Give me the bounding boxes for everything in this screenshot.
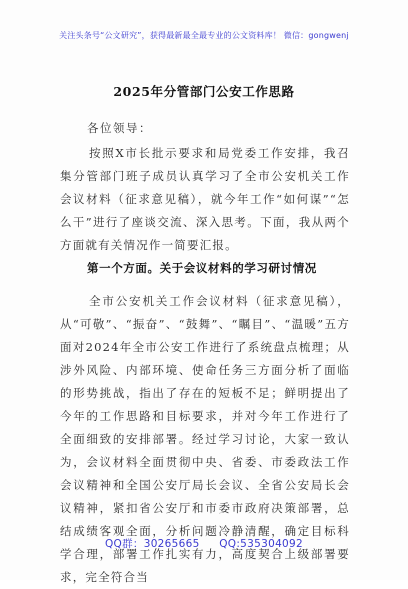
section-heading: 第一个方面。关于会议材料的学习研讨情况 xyxy=(87,261,317,275)
header-banner: 关注头条号“公文研究”，获得最新最全最专业的公文资料库！ 微信：gongwenj xyxy=(59,31,349,40)
footer-contact xyxy=(0,536,408,551)
intro-paragraph: 按照X市长批示要求和局党委工作安排，我召集分管部门班子成员认真学习了全市公安机关工作会议材料（征求意见稿），就今年工作“如何谋”“怎么干”进行了座谈交流、深入思考。下面，我从两个方面就有关情况作一简要汇报。 xyxy=(60,146,350,252)
salutation: 各位领导： xyxy=(87,121,152,135)
document-title: 2025年分管部门公安工作思路 xyxy=(113,84,295,99)
qq-number-text: QQ:535304092 xyxy=(219,538,303,550)
section-paragraph: 全市公安机关工作会议材料（征求意见稿），从“可敬”、“振奋”、“鼓舞”、“瞩目”、“温暖”五方面对2024年全市公安工作进行了系统盘点梳理；从涉外风险、内部环境、使命任务三方面分析了面临的形势挑战，指出了存在的短板不足；鲜明提出了今年的工作思路和目标要求，并对今年工作进行了全面细致的安排部署。经过学习讨论，大家一致认为，会议材料全面贯彻中央、省委、市委政法工作会议精神和全国公安厅局长会议、全省公安局长会议精神，紧扣省公安厅和市委市政府决策部署，总结成绩客观全面，分析问题冷静清醒，确定目标科学合理，部署工作扎实有力，高度契合上级部署要求，完全符合当 xyxy=(60,294,350,584)
qq-group-text: QQ群：30265665 xyxy=(104,538,200,550)
